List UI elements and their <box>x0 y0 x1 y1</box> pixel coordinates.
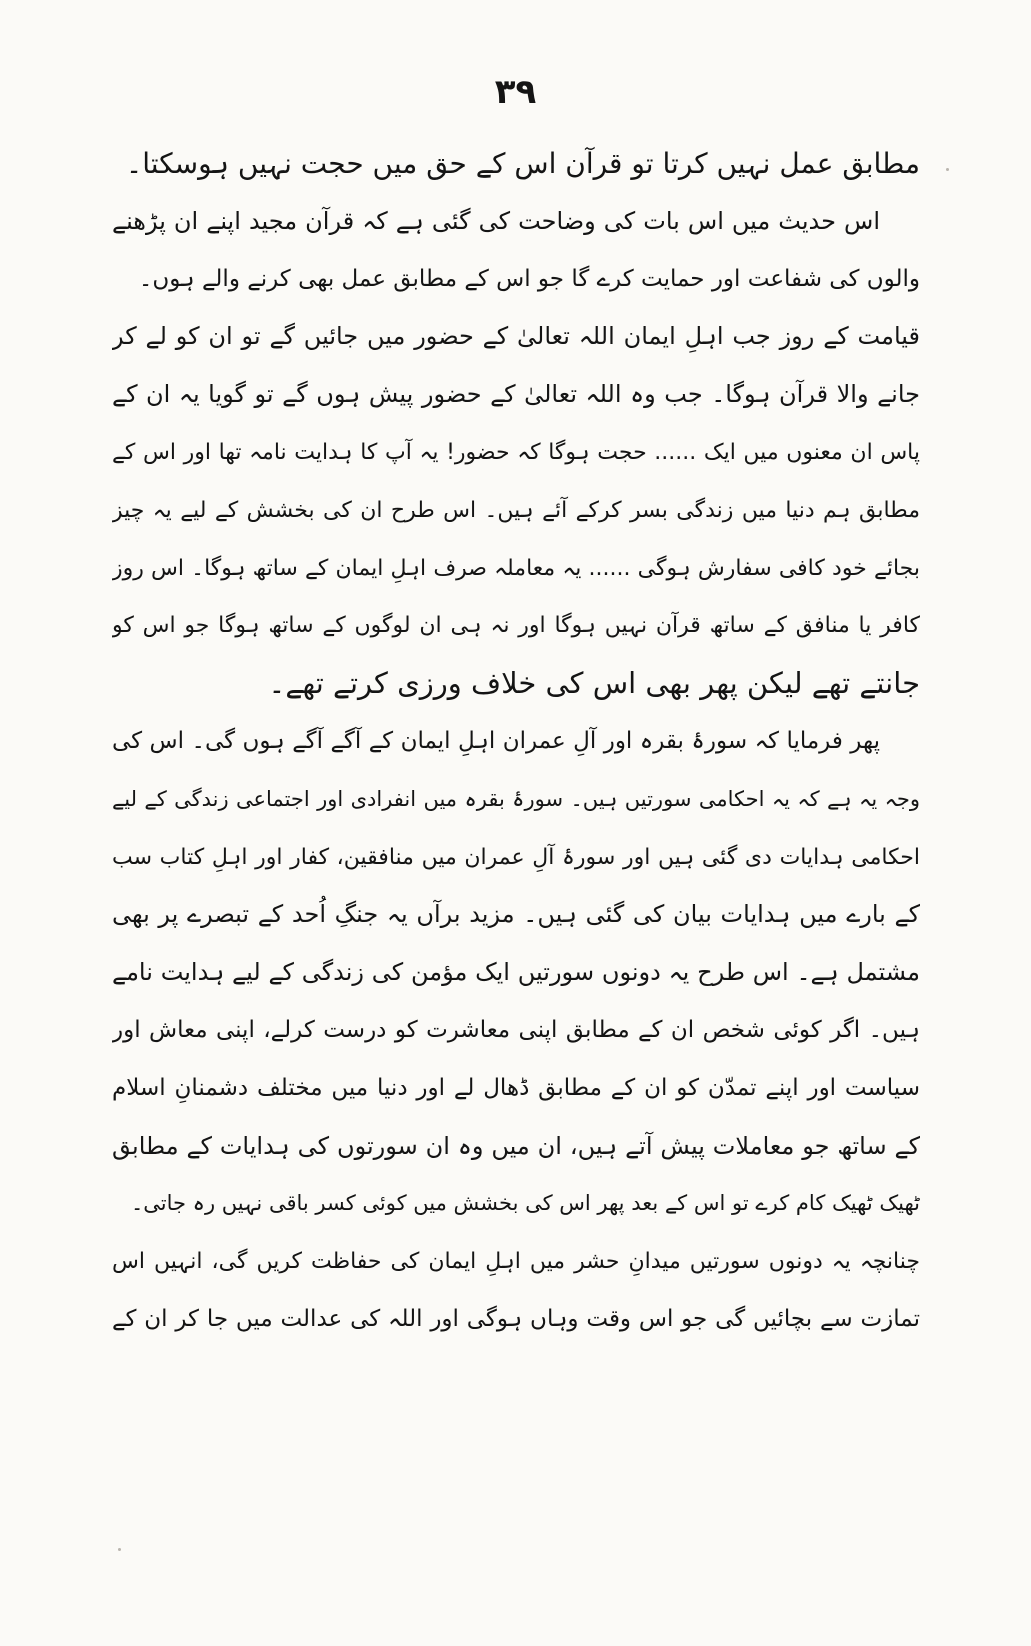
body-text <box>112 135 920 1349</box>
text-line: جانے والا قرآن ہوگا۔ جب وہ اللہ تعالیٰ کے حضور پیش ہوں گے تو گویا یہ ان کے <box>112 380 920 409</box>
text-line: پھر فرمایا کہ سورۂ بقرہ اور آلِ عمران اہلِ ایمان کے آگے آگے ہوں گی۔ اس کی <box>112 727 880 754</box>
text-line: والوں کی شفاعت اور حمایت کرے گا جو اس کے مطابق عمل بھی کرنے والے ہوں۔ <box>138 265 920 292</box>
text-line: بجائے خود کافی سفارش ہوگی ...... یہ معاملہ صرف اہلِ ایمان کے ساتھ ہوگا۔ اس روز <box>112 555 920 581</box>
text-line: وجہ یہ ہے کہ یہ احکامی سورتیں ہیں۔ سورۂ بقرہ میں انفرادی اور اجتماعی زندگی کے لیے <box>112 786 920 811</box>
text-line: احکامی ہدایات دی گئی ہیں اور سورۂ آلِ عمران میں منافقین، کفار اور اہلِ کتاب سب <box>112 844 920 870</box>
text-line: اس حدیث میں اس بات کی وضاحت کی گئی ہے کہ قرآن مجید اپنے ان پڑھنے <box>112 206 880 235</box>
text-line: جانتے تھے لیکن پھر بھی اس کی خلاف ورزی کرتے تھے۔ <box>268 666 920 701</box>
text-line: کے ساتھ جو معاملات پیش آتے ہیں، ان میں وہ ان سورتوں کی ہدایات کے مطابق <box>112 1131 920 1160</box>
text-line: ہیں۔ اگر کوئی شخص ان کے مطابق اپنی معاشرت کو درست کرلے، اپنی معاش اور <box>112 1016 920 1043</box>
text-line: سیاست اور اپنے تمدّن کو ان کے مطابق ڈھال لے اور دنیا میں مختلف دشمنانِ اسلام <box>112 1074 920 1101</box>
text-line: چنانچہ یہ دونوں سورتیں میدانِ حشر میں اہلِ ایمان کی حفاظت کریں گی، انہیں اس <box>112 1249 920 1275</box>
text-line: ٹھیک ٹھیک کام کرے تو اس کے بعد پھر اس کی بخشش میں کوئی کسر باقی نہیں رہ جاتی۔ <box>130 1191 920 1216</box>
page-number: ۳۹ <box>494 72 537 112</box>
text-line: مطابق عمل نہیں کرتا تو قرآن اس کے حق میں حجت نہیں ہوسکتا۔ <box>125 147 920 180</box>
text-line: مشتمل ہے۔ اس طرح یہ دونوں سورتیں ایک مؤمن کی زندگی کے لیے ہدایت نامے <box>112 958 920 987</box>
scan-speck <box>946 168 949 171</box>
text-line: کے بارے میں ہدایات بیان کی گئی ہیں۔ مزید برآں یہ جنگِ اُحد کے تبصرے پر بھی <box>112 900 920 929</box>
text-line: تمازت سے بچائیں گی جو اس وقت وہاں ہوگی اور اللہ کی عدالت میں جا کر ان کے <box>112 1305 920 1332</box>
text-line: مطابق ہم دنیا میں زندگی بسر کرکے آئے ہیں۔ اس طرح ان کی بخشش کے لیے یہ چیز <box>112 497 920 523</box>
text-line: قیامت کے روز جب اہلِ ایمان اللہ تعالیٰ کے حضور میں جائیں گے تو ان کو لے کر <box>112 322 920 351</box>
text-line: کافر یا منافق کے ساتھ قرآن نہیں ہوگا اور نہ ہی ان لوگوں کے ساتھ ہوگا جو اس کو <box>112 613 920 639</box>
scan-speck <box>118 1548 121 1551</box>
text-line: پاس ان معنوں میں ایک ...... حجت ہوگا کہ حضور! یہ آپ کا ہدایت نامہ تھا اور اس کے <box>112 439 920 465</box>
